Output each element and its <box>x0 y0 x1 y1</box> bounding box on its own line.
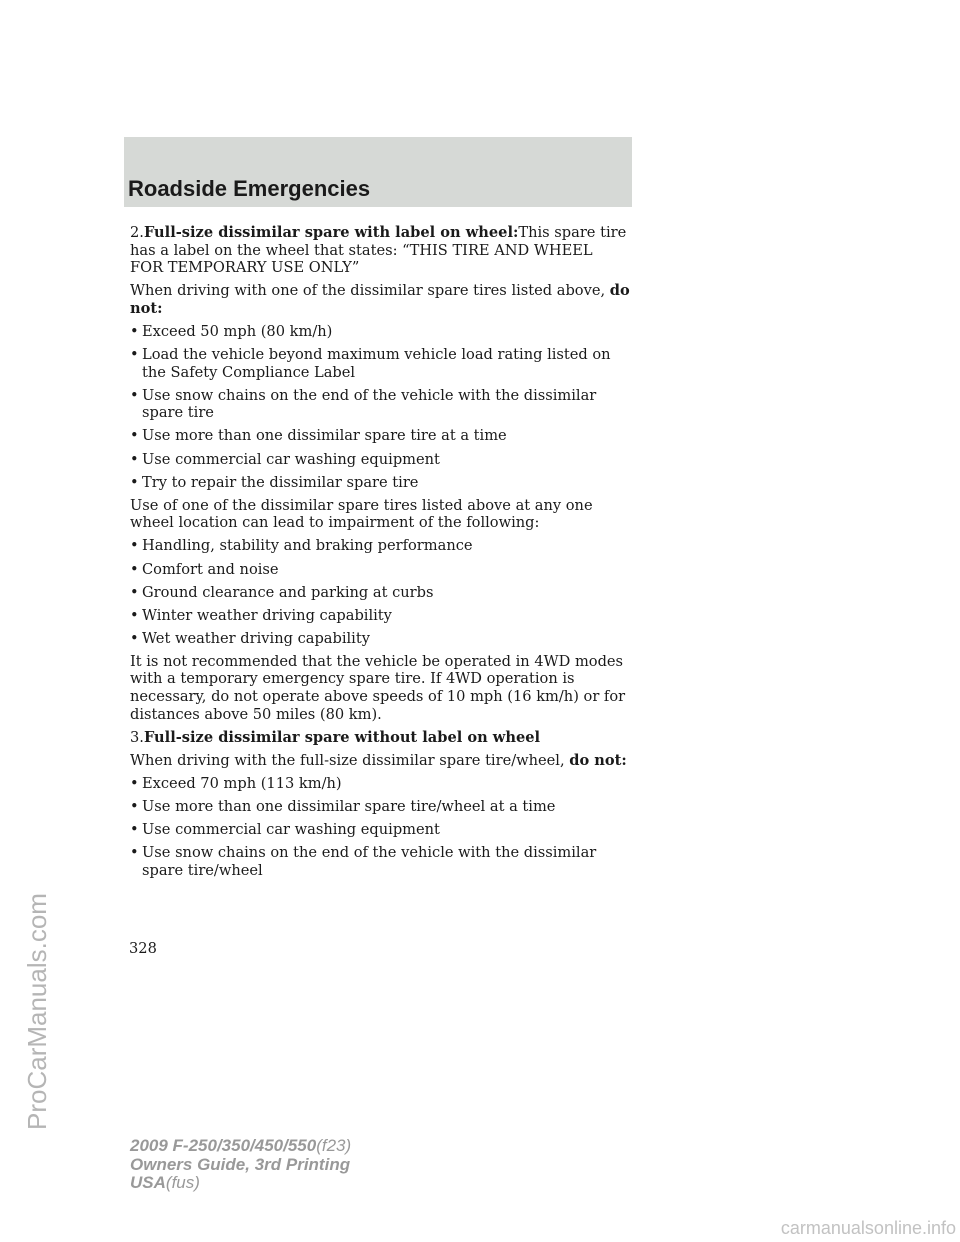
section-title: Roadside Emergencies <box>128 176 371 201</box>
bullet-icon: • <box>130 560 139 578</box>
bullet-icon: • <box>130 346 139 364</box>
list-item: • Load the vehicle beyond maximum vehicle load rating listed on the Safety Compliance Label <box>130 346 611 381</box>
item-2-number: 2. <box>130 224 144 241</box>
fourwd-paragraph: It is not recommended that the vehicle be operated in 4WD modes with a temporary emergency spare tire. If 4WD operation is necessary, do not operate above speeds of 10 mph (16 km/h) or for distances above 50 miles (80 km). <box>130 652 626 723</box>
item-2-paragraph <box>130 224 630 277</box>
list-item: • Ground clearance and parking at curbs <box>130 583 434 601</box>
bullet-icon: • <box>130 844 139 862</box>
document-footer <box>130 1137 351 1193</box>
page-content <box>130 224 630 885</box>
bullet-icon: • <box>130 774 139 792</box>
footer-market-line: USA(fus) <box>130 1173 200 1192</box>
list-item: • Handling, stability and braking performance <box>130 537 473 555</box>
bullet-icon: • <box>130 606 139 624</box>
list-item: • Exceed 70 mph (113 km/h) <box>130 774 342 792</box>
bullet-icon: • <box>130 322 139 340</box>
bullet-icon: • <box>130 450 139 468</box>
bullet-icon: • <box>130 583 139 601</box>
list-item: • Use commercial car washing equipment <box>130 821 440 839</box>
site-footer-link[interactable]: carmanualsonline.info <box>780 1218 956 1238</box>
list-item: • Wet weather driving capability <box>130 629 370 647</box>
list-item: • Use more than one dissimilar spare tire at a time <box>130 427 507 445</box>
list-item: • Try to repair the dissimilar spare tire <box>130 473 419 491</box>
bullet-icon: • <box>130 386 139 404</box>
dissimilar-intro: When driving with one of the dissimilar spare tires listed above, do not: <box>130 282 630 317</box>
list-item: • Comfort and noise <box>130 560 279 578</box>
watermark: ProCarManuals.com <box>22 893 52 1130</box>
bullet-icon: • <box>130 537 139 555</box>
bullet-icon: • <box>130 629 139 647</box>
page-number: 328 <box>129 940 157 957</box>
impairment-intro: Use of one of the dissimilar spare tires listed above at any one wheel location can lead to impairment of the following: <box>130 496 593 532</box>
footer-model-line: 2009 F-250/350/450/550(f23) <box>130 1136 352 1155</box>
fullsize-intro: When driving with the full-size dissimilar spare tire/wheel, do not: <box>130 751 627 769</box>
list-item: • Use snow chains on the end of the vehicle with the dissimilar spare tire <box>130 386 597 422</box>
item-3-number: 3. <box>130 728 144 746</box>
list-item: • Use snow chains on the end of the vehicle with the dissimilar spare tire/wheel <box>130 844 597 879</box>
footer-guide-line: Owners Guide, 3rd Printing <box>130 1154 351 1174</box>
item-3-paragraph <box>130 729 630 747</box>
item-2-heading: Full-size dissimilar spare with label on wheel: <box>143 224 519 241</box>
bullet-icon: • <box>130 798 139 816</box>
list-item: • Use commercial car washing equipment <box>130 450 440 468</box>
bullet-icon: • <box>130 821 139 839</box>
list-item: • Winter weather driving capability <box>130 606 392 624</box>
item-2-text: This spare tire has a label on the wheel that states: “THIS TIRE AND WHEEL FOR TEMPORARY USE ONLY” <box>130 224 627 277</box>
bullet-icon: • <box>130 427 139 445</box>
list-item: • Use more than one dissimilar spare tire/wheel at a time <box>130 798 556 816</box>
bullet-icon: • <box>130 473 139 491</box>
item-3-heading: Full-size dissimilar spare without label on wheel <box>143 728 541 746</box>
list-item: • Exceed 50 mph (80 km/h) <box>130 322 333 340</box>
